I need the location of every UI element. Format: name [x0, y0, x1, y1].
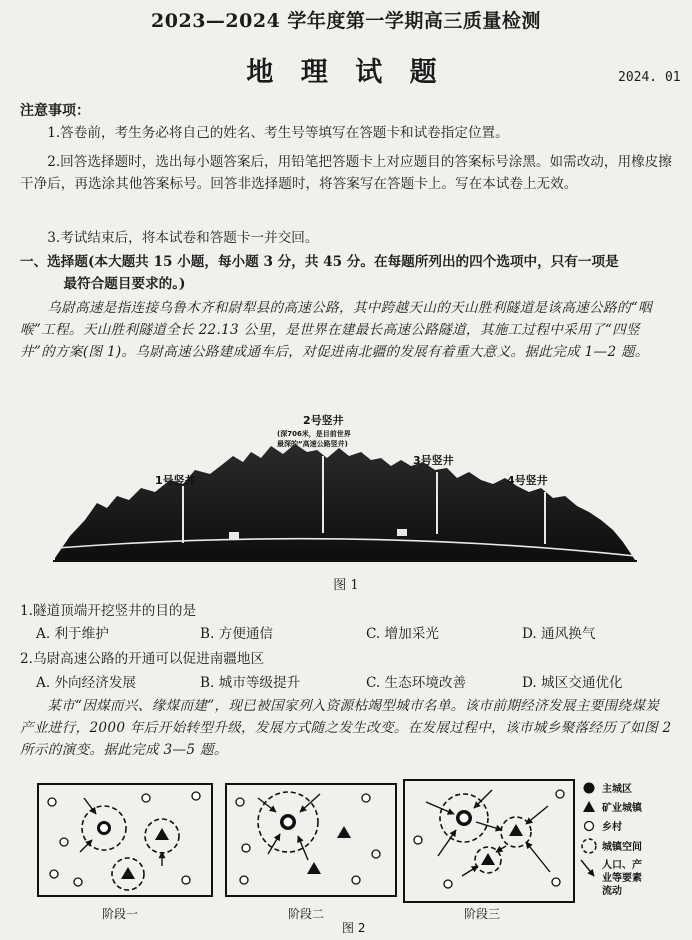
question-1-option-a[interactable]: A. 利于维护 — [36, 626, 109, 642]
shaft-2-note-1: (深706米，是目前世界 — [277, 430, 351, 438]
question-1-option-b[interactable]: B. 方便通信 — [200, 626, 274, 642]
legend-village: 乡村 — [602, 822, 622, 833]
tunnel-portal-right — [397, 529, 407, 536]
tunnel-portal-left — [229, 532, 239, 539]
figure-1-caption: 图 1 — [333, 578, 359, 593]
note-item-2: 2.回答选择题时，选出每小题答案后，用铅笔把答题卡上对应题目的答案标号涂黑。如需改动，用橡皮擦干净后，再选涂其他答案标号。回答非选择题时，将答案写在答题卡上。写在本试卷上无效。 — [20, 154, 672, 192]
question-2-option-a[interactable]: A. 外向经济发展 — [36, 675, 137, 691]
note-item-3: 3.考试结束后，将本试卷和答题卡一并交回。 — [47, 230, 319, 246]
question-1-option-c[interactable]: C. 增加采光 — [366, 626, 439, 642]
section-heading-line2: 最符合题目要求的。) — [63, 276, 186, 292]
stage-3-panel — [404, 780, 574, 921]
stage-1-panel — [38, 784, 212, 921]
section-heading — [20, 251, 672, 295]
subject-title: 地 理 试 题 — [246, 57, 446, 88]
question-1-options — [0, 622, 692, 644]
legend-flow-line-2: 业等要素 — [602, 873, 642, 884]
stage-2-label: 阶段二 — [288, 907, 325, 921]
legend-town-space: 城镇空间 — [602, 842, 642, 853]
shaft-2-label: 2号竖井 — [303, 414, 344, 427]
question-2-option-b[interactable]: B. 城市等级提升 — [200, 675, 301, 691]
question-2-option-d[interactable]: D. 城区交通优化 — [522, 675, 623, 691]
shaft-1-label: 1号竖井 — [155, 474, 196, 487]
note-item-1: 1.答卷前，考生务必将自己的姓名、考生号等填写在答题卡和试卷指定位置。 — [47, 125, 509, 141]
legend-main-city: 主城区 — [602, 784, 632, 795]
figure-1-tunnel-diagram — [45, 408, 645, 598]
ground-base — [53, 560, 637, 562]
figure-2-settlement-evolution — [36, 776, 676, 934]
stage-3-label: 阶段三 — [464, 907, 501, 921]
passage-2: 某市“因煤而兴、缘煤而建”，现已被国家列入资源枯竭型城市名单。该市前期经济发展主要围绕煤炭产业进行，2000 年后开始转型升级，发展方式随之发生改变。在发展过程中，该市城乡聚落经历了如图 2 所示的演变。据此完成 3—5 题。 — [20, 698, 672, 758]
legend-flow-line-3: 流动 — [602, 886, 622, 897]
question-2-options — [0, 671, 692, 693]
section-heading-line1: 一、选择题(本大题共 15 小题，每小题 3 分，共 45 分。在每题所列出的四个选项中，只有一项是 — [20, 254, 619, 270]
question-2-stem: 2.乌尉高速公路的开通可以促进南疆地区 — [20, 651, 265, 667]
exam-title: 2023—2024 学年度第一学期高三质量检测 — [151, 10, 541, 32]
legend-flow-line-1: 人口、产 — [602, 860, 642, 871]
figure-2-caption: 图 2 — [342, 921, 366, 934]
stage-2-panel — [226, 784, 396, 921]
question-1-stem: 1.隧道顶端开挖竖井的目的是 — [20, 603, 197, 619]
shaft-3-label: 3号竖井 — [413, 454, 454, 467]
shaft-2-note-2: 最深的“高速公路竖井) — [277, 440, 348, 448]
shaft-4-label: 4号竖井 — [507, 474, 548, 487]
question-2-option-c[interactable]: C. 生态环境改善 — [366, 675, 467, 691]
notes-heading: 注意事项： — [20, 103, 90, 119]
exam-date: 2024. 01 — [618, 70, 681, 85]
question-1-option-d[interactable]: D. 通风换气 — [522, 626, 596, 642]
stage-1-label: 阶段一 — [102, 907, 139, 921]
legend-mining-town: 矿业城镇 — [602, 803, 642, 814]
figure-2-legend — [581, 782, 643, 897]
passage-1: 乌尉高速是指连接乌鲁木齐和尉犁县的高速公路，其中跨越天山的天山胜利隧道是该高速公路的“咽喉”工程。天山胜利隧道全长 22.13 公里，是世界在建最长高速公路隧道，其施工过程中采用了“四竖井”的方案(图 1)。乌尉高速公路建成通车后，对促进南北疆的发展有着重大意义。据此完成 1—2 题。 — [20, 300, 652, 360]
